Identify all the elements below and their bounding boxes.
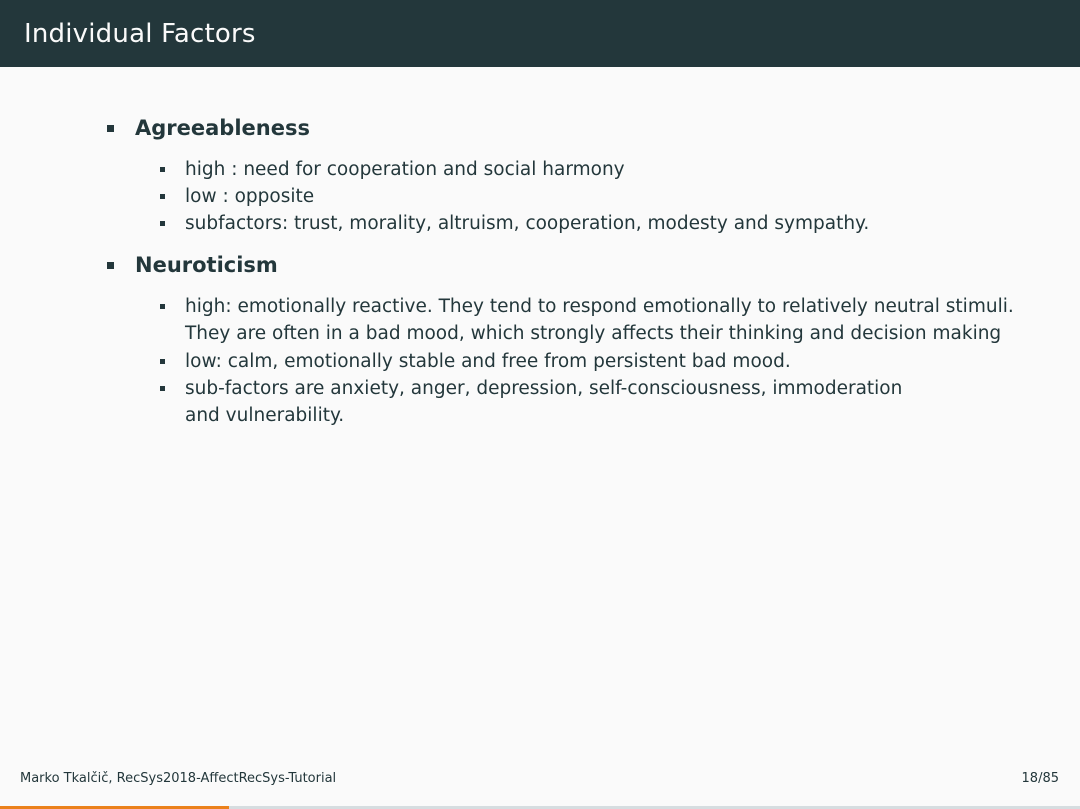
list-item-text: sub-factors are anxiety, anger, depression, self-consciousness, immoderation and vulnerability.	[185, 378, 903, 426]
list-item	[160, 156, 1020, 183]
topic-label: Neuroticism	[135, 253, 278, 277]
square-bullet-icon	[107, 262, 114, 269]
square-bullet-icon	[160, 304, 165, 309]
page-number: 18/85	[1021, 771, 1059, 786]
topic-label: Agreeableness	[135, 116, 310, 140]
list-item-text: high: emotionally reactive. They tend to respond emotionally to relatively neutral stimuli. They are often in a bad mood, which strongly affects their thinking and decision making	[185, 296, 1014, 344]
list-item-text: low : opposite	[185, 186, 315, 207]
list-item-text: high : need for cooperation and social harmony	[185, 159, 625, 180]
list-item-text: low: calm, emotionally stable and free from persistent bad mood.	[185, 351, 791, 372]
list-item	[160, 293, 1020, 347]
list-item	[160, 348, 1020, 375]
topic-agreeableness	[107, 116, 310, 140]
square-bullet-icon	[107, 125, 114, 132]
square-bullet-icon	[160, 221, 165, 226]
list-item-text: subfactors: trust, morality, altruism, cooperation, modesty and sympathy.	[185, 213, 870, 234]
square-bullet-icon	[160, 167, 165, 172]
list-item	[160, 210, 1020, 237]
square-bullet-icon	[160, 194, 165, 199]
slide-header	[0, 0, 1080, 67]
square-bullet-icon	[160, 359, 165, 364]
list-item	[160, 183, 1020, 210]
list-item	[160, 375, 920, 429]
footer-author: Marko Tkalčič, RecSys2018-AffectRecSys-Tutorial	[20, 771, 337, 786]
slide-title: Individual Factors	[24, 18, 256, 49]
square-bullet-icon	[160, 386, 165, 391]
topic-neuroticism	[107, 253, 278, 277]
